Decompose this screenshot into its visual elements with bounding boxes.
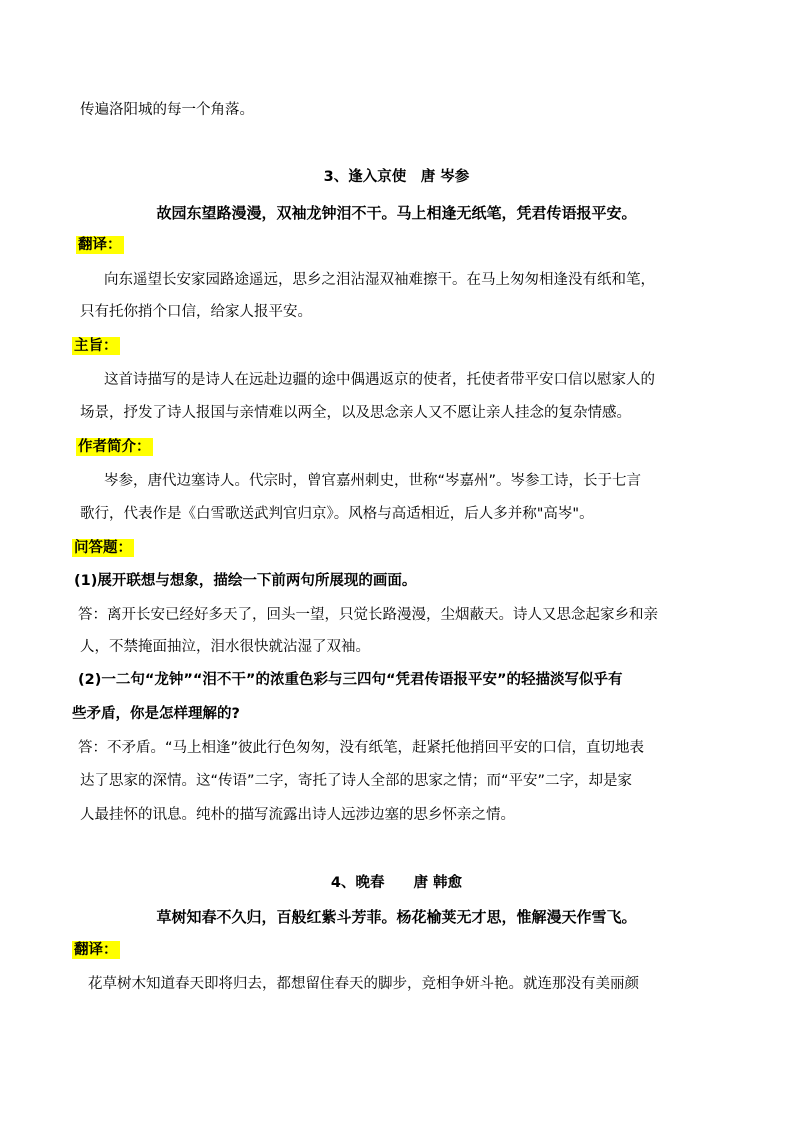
answer-1: 人，不禁掩面抽泣，泪水很快就沾湿了双袖。 xyxy=(80,639,370,655)
theme-label: 主旨： xyxy=(74,338,118,354)
answer-1: 答：离开长安已经好多天了，回头一望，只觉长路漫漫，尘烟蔽天。诗人又思念起家乡和亲 xyxy=(78,607,658,623)
theme-text: 这首诗描写的是诗人在远赴边疆的途中偶遇返京的使者，托使者带平安口信以慰家人的 xyxy=(104,372,655,388)
translation-text: 只有托你捎个口信，给家人报平安。 xyxy=(80,304,312,320)
poem3-title: 3、逢入京使 唐 岑参 xyxy=(323,169,470,185)
poem3-verse: 故园东望路漫漫，双袖龙钟泪不干。马上相逢无纸笔，凭君传语报平安。 xyxy=(156,204,637,222)
author-text: 岑参，唐代边塞诗人。代宗时，曾官嘉州刺史，世称“岑嘉州”。岑参工诗，长于七言 xyxy=(104,473,642,489)
poem4-title: 4、晚春 唐 韩愈 xyxy=(330,875,463,891)
author-label: 作者简介： xyxy=(78,439,151,455)
translation-label: 翻译： xyxy=(78,237,122,253)
question-1: (1)展开联想与想象，描绘一下前两句所展现的画面。 xyxy=(74,573,417,589)
translation-label: 翻译： xyxy=(74,942,118,958)
translation-text: 向东遥望长安家园路途遥远，思乡之泪沾湿双袖难擦干。在马上匆匆相逢没有纸和笔， xyxy=(104,272,655,288)
question-2: (2)一二句“龙钟”“泪不干”的浓重色彩与三四句“凭君传语报平安”的轻描淡写似乎有 xyxy=(78,672,623,688)
answer-2: 达了思家的深情。这“传语”二字，寄托了诗人全部的思家之情；而“平安”二字，却是家 xyxy=(80,773,633,789)
carryover-text: 传遍洛阳城的每一个角落。 xyxy=(80,102,254,118)
theme-text: 场景，抒发了诗人报国与亲情难以两全，以及思念亲人又不愿让亲人挂念的复杂情感。 xyxy=(80,405,631,421)
author-text: 歌行，代表作是《白雪歌送武判官归京》。风格与高适相近，后人多并称"高岑"。 xyxy=(80,506,594,522)
answer-2: 答：不矛盾。“马上相逢”彼此行色匆匆，没有纸笔，赶紧托他捎回平安的口信，直切地表 xyxy=(78,740,645,756)
question-2: 些矛盾，你是怎样理解的? xyxy=(72,706,240,722)
qa-label: 问答题： xyxy=(74,540,132,556)
translation-text: 花草树木知道春天即将归去，都想留住春天的脚步，竞相争妍斗艳。就连那没有美丽颜 xyxy=(88,976,639,992)
answer-2: 人最挂怀的讯息。纯朴的描写流露出诗人远涉边塞的思乡怀亲之情。 xyxy=(80,807,515,823)
poem4-verse: 草树知春不久归，百般红紫斗芳菲。杨花榆荚无才思，惟解漫天作雪飞。 xyxy=(156,908,637,926)
